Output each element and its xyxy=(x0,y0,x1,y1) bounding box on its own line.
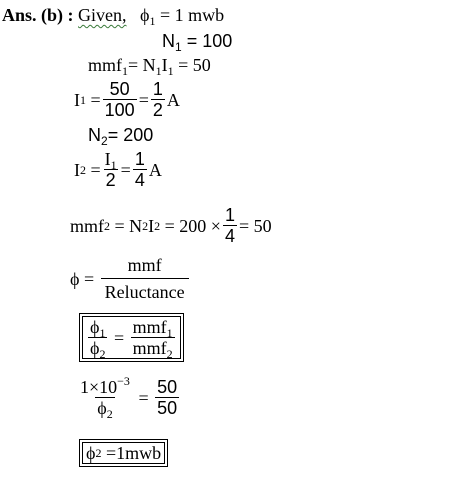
fraction-1-4: $\frac{1}{4}$ xyxy=(134,149,145,190)
n-symbol: N xyxy=(88,125,101,145)
answer-label: Ans. (b) : xyxy=(2,5,74,25)
mmf1-line xyxy=(88,55,211,78)
fraction-50-100: $\frac{50}{100}$ xyxy=(104,79,135,120)
i-symbol: I xyxy=(161,55,168,75)
mmf2-rhs: = 200 × xyxy=(164,215,221,236)
mmf2-result: = 50 xyxy=(238,215,272,236)
mmf2-line: mmf 2 = N 2 I 2 = 200 × $\frac{1}{4}$ = 50 xyxy=(70,205,272,246)
mmf1-rhs: = N xyxy=(128,55,156,75)
i-symbol: I xyxy=(148,215,155,236)
equals-sign: = xyxy=(138,387,149,408)
boxed-final-answer: ϕ 2 = 1mwb xyxy=(82,442,165,464)
phi-symbol: ϕ xyxy=(70,268,80,289)
mmf1-value: = 50 xyxy=(178,55,211,75)
equals-sign: = xyxy=(83,268,95,289)
flux-formula-line xyxy=(70,256,191,301)
n-subscript: 1 xyxy=(155,64,162,78)
unit-ampere: A xyxy=(166,89,180,110)
n-subscript: 1 xyxy=(175,40,182,54)
equals-sign: = xyxy=(90,89,101,110)
n-subscript: 2 xyxy=(101,134,108,148)
phi-symbol: ϕ xyxy=(140,5,150,25)
final-value: 1mwb xyxy=(116,443,162,463)
fraction-mmf-reluctance: $\frac{\text{mmf}}{\text{Reluctance}}$ xyxy=(101,256,189,301)
i-symbol: I xyxy=(74,89,80,110)
i-subscript: 1 xyxy=(167,64,174,78)
n1-value: = 100 xyxy=(186,31,233,51)
answer-header xyxy=(2,5,225,28)
mmf-text: mmf xyxy=(70,215,104,236)
equals-sign: = xyxy=(90,159,101,180)
final-answer-line xyxy=(82,442,165,464)
mmf-text: mmf xyxy=(88,55,122,75)
equals-sign: = xyxy=(113,327,125,348)
n2-value: = 200 xyxy=(107,125,154,145)
given-word: Given, xyxy=(78,5,127,25)
equals-sign: = xyxy=(138,89,149,110)
phi-subscript: 1 xyxy=(149,14,156,28)
unit-ampere: A xyxy=(148,159,162,180)
boxed-ratio: $\frac{\phi_1}{\phi_2}$ = $\frac{mmf_1}{mmf_2}$ xyxy=(82,316,181,359)
ratio-boxed-line xyxy=(82,316,181,359)
phi-symbol: ϕ xyxy=(86,443,96,463)
i2-line: I 2 = $\frac{I_1}{2}$ = $\frac{1}{4}$ A xyxy=(74,149,162,190)
phi1-value: 1 mwb xyxy=(174,5,225,25)
n2-line xyxy=(88,125,154,148)
fraction-50-50: $\frac{50}{50}$ xyxy=(157,377,178,418)
fraction-1-2: $\frac{1}{2}$ xyxy=(152,79,163,120)
substitution-line xyxy=(76,374,181,421)
i-symbol: I xyxy=(74,159,80,180)
mmf-subscript: 1 xyxy=(122,64,128,78)
fraction-1-4: $\frac{1}{4}$ xyxy=(224,205,235,246)
fraction-i1-2: $\frac{I_1}{2}$ xyxy=(104,149,117,190)
i1-line: I 1 = $\frac{50}{100}$ = $\frac{1}{2}$ A xyxy=(74,79,180,120)
fraction-flux-ratio: $\frac{1\times 10^{-3}}{\phi_2}$ xyxy=(80,374,130,421)
n-symbol: N xyxy=(162,31,175,51)
n1-line xyxy=(162,31,233,54)
mmf2-mid: = N xyxy=(114,215,143,236)
equals-sign: = xyxy=(160,5,171,25)
equals-sign: = xyxy=(120,159,131,180)
